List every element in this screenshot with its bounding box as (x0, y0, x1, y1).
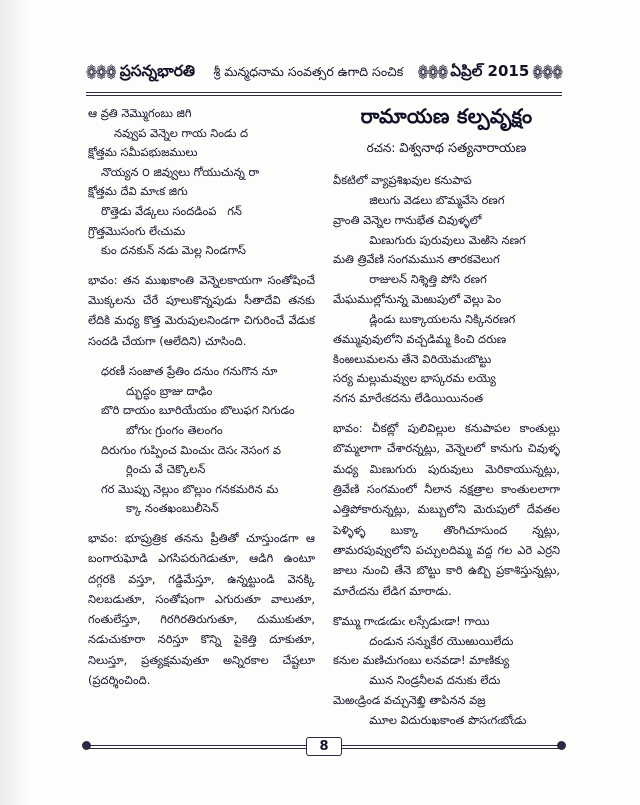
poem-line: ఆ వ్రతి నెమ్మొగంబు జిగి (88, 106, 192, 120)
bhavam-paragraph-right: భావం: చీకట్లో పులివిల్లుల కనుపాపల కాంతుల్లు బొమ్మలాగా చేశారన్నట్లు, వెన్నెలలో కానుగు చివుళ్ళ మధ్య మిణుగురు పురువులు మెరికాయున్నట్లు, త్రివేణి సంగమంలో నీలాన నక్షత్రాల కాంతులలాగా ఎత్తిపోకారున్నట్లు, మబ్బులోని మెరుపులో దేవతల పెళ్ళిళ్ళ బుక్కా తొంగిచూసుంద న్నట్లు, తామరపువ్వులోని పచ్చులదిమ్మ వద్ద గల ఎరె ఎర్రని జాలు నుంచి తేనె బొట్టు కారి ఉబ్బి ప్రకాశిస్తున్నట్లు, మారేఁదను లేడిగ మారాడు. (333, 421, 560, 598)
content-columns (88, 104, 560, 728)
poem-line: ర్లించు వే చెక్కొలన్ (126, 462, 206, 477)
poem-line: గర మొప్పు నెల్లుం బొల్లుం గనకమరిన మ (101, 481, 279, 496)
poem-line: గ్రొత్తమొసంగు లేఁచుమ (88, 223, 186, 238)
verse-line: కనుల మణిచుగంబు లనవడా! మాణిక్యు (333, 653, 510, 668)
poem-line: నొయ్యన ౦ జివ్వులు గోయుచున్న రా (101, 164, 260, 179)
poem-line: ధరణీ సంజాత ప్రేతిం దనుం గనుగొన నూ (101, 364, 278, 379)
footer-dot-right-icon (557, 741, 566, 750)
poem-line: క్షోత్తమ దేవి మాఁక జిగు (88, 184, 188, 199)
poem-line: నవ్వుప వెన్నెల గాయ నిండు ద (114, 125, 249, 140)
verse-line: మతి త్రివేణి సంగమమున తారకవెలుగ (333, 252, 500, 267)
footer-dot-left-icon (82, 741, 91, 750)
poem-line: కుం దనకున్ నడు మెల్ల నిండగాస్ (101, 243, 246, 258)
ornament-icon: ❁❁❁ (86, 61, 116, 85)
verse-line: మున నిండ్రనీలవ దనుకు లేదు (333, 673, 501, 688)
verse-line: వ్రాంతి వెన్నెల గానుభేత చివుళ్ళలో (333, 212, 482, 227)
header-left-group (86, 62, 199, 84)
author-name: విశ్వనాథ సత్యనారాయణ (399, 141, 527, 156)
verse-line: డ్లిండు బుక్కాయలను నిక్కినరణగ (333, 311, 516, 326)
author-prefix: రచన: (366, 141, 400, 155)
verse-block-2 (333, 612, 560, 731)
ornament-icon: ❁❁❁ (417, 61, 448, 85)
poem-block-1 (88, 104, 315, 261)
verse-line: మెఱఁడ్రిండ వచ్చునెఖ్తి తాపినన వజ్ర (333, 693, 486, 708)
verse-line: మిణుగురు పురువులు మెఱిసె నణగ (333, 232, 526, 247)
page-number: 8 (306, 737, 342, 756)
verse-line: తమ్మువువులోని వచ్చడిమ్మ కించి దరుణ (333, 331, 507, 346)
right-column (333, 104, 560, 728)
poem-line: ద్భుద్ధం బ్రాజు దాఢిం (126, 383, 213, 398)
left-column (88, 104, 315, 719)
page-footer (86, 733, 562, 759)
page-edge-shadow (0, 0, 30, 805)
verse-line: జిలుగు వెడలు బొమ్మవేసె రణగ (333, 192, 505, 207)
bhavam-paragraph-1: భావం: తన ముఖకాంతి వెన్నెలకాయగా సంతోషించే మొక్కలను చేరే పూలుకొన్నపుడు సీతాదేవి తనకు లేదికి మధ్య కొత్త మెరుపులనిండగా చిగురించే వేడుక సందడి చేయగా (ఆలేదిని) చూసింది. (88, 272, 315, 348)
issue-date: ఏప్రిల్ 2015 (450, 62, 530, 80)
verse-line: వీకటిలో వ్యాప్రశిఖవుల కనుపాప (333, 173, 472, 187)
verse-line: మూల విదురుఖకాంత పొసఁగఁబోఁడు (333, 713, 527, 728)
bhavam-paragraph-2: భావం: భూప్రుత్రిక తనను ప్రీతితో చూస్తుండగా ఆ బంగారుఘోడి ఎగసిపరుగెడుతూ, ఆడిగి ఉంటూ దగ్గరకి వస్తూ, గడ్డిమేస్తూ, ఉన్నట్టుండి వెనక్కి నిలబడుతూ, సంతోషంగా ఎగురుతూ వాలుతూ, గంతులేస్తూ, గిరగిరతిరుగుతూ, దుముకుతూ, నడుచుకూరా నరిస్తూ కొన్ని పైకెత్తి దూకుతూ, నిలుస్తూ, ప్రత్యక్షమవుతూ అన్నిరకాల చేష్టలూ (ప్రదర్శించింది. (88, 530, 315, 688)
verse-line: కింఱలుమలను తేనె విరియెమఁబొట్టు (333, 351, 492, 366)
verse-block-1 (333, 171, 560, 409)
publication-title: ప్రసన్నభారతి (119, 62, 196, 80)
header-right-group (418, 62, 562, 84)
poem-line: క్షోత్తమ సమీపభుజములు (88, 145, 198, 160)
article-title: రామాయణ కల్పవృక్షం (360, 104, 533, 128)
ornament-icon: ❁❁❁ (532, 61, 562, 85)
page-header (86, 56, 562, 90)
verse-line: దండున సన్నుకేర యొఱుయిలేదు (333, 633, 514, 648)
issue-subtitle: శ్రీ మన్మధనామ సంవత్సర ఉగాది సంచిక (213, 63, 404, 79)
header-rule-secondary (86, 95, 562, 96)
poem-line: క్కా నంతఖంబులీసెన్ (126, 501, 219, 516)
article-author-line (333, 141, 560, 159)
poem-line: బొరి దాయం బూరియేయం బొలుఫగ నిగుడం (101, 403, 295, 418)
poem-line: రొత్తెడు వేడ్కలు సందడింప గన్ (101, 204, 242, 219)
verse-line: మేఘముల్లోనున్న మెఱుపులో వెల్లు పెం (333, 292, 502, 307)
verse-line: రాజులన్ నిశ్శిత్తి పోసి రణగ (333, 272, 487, 287)
poem-line: దిరుగుం గుప్పించ మించుఁ దెసఁ నెసంగ వ (101, 442, 281, 457)
poem-block-2 (88, 362, 315, 519)
verse-line: నగన మారేఁకదను లేడియియినంత (333, 391, 484, 406)
poem-line: బోగుఁ గ్రుంగం తెలంగం (126, 422, 223, 437)
verse-line: సర్య మల్లుమవ్వుల భాస్కరమ లయ్యె (333, 371, 496, 386)
header-rule (86, 92, 562, 93)
verse-line: కొమ్ము గాఁడఁడుఁ లస్సేడుఁడా! గాయి (333, 613, 490, 628)
